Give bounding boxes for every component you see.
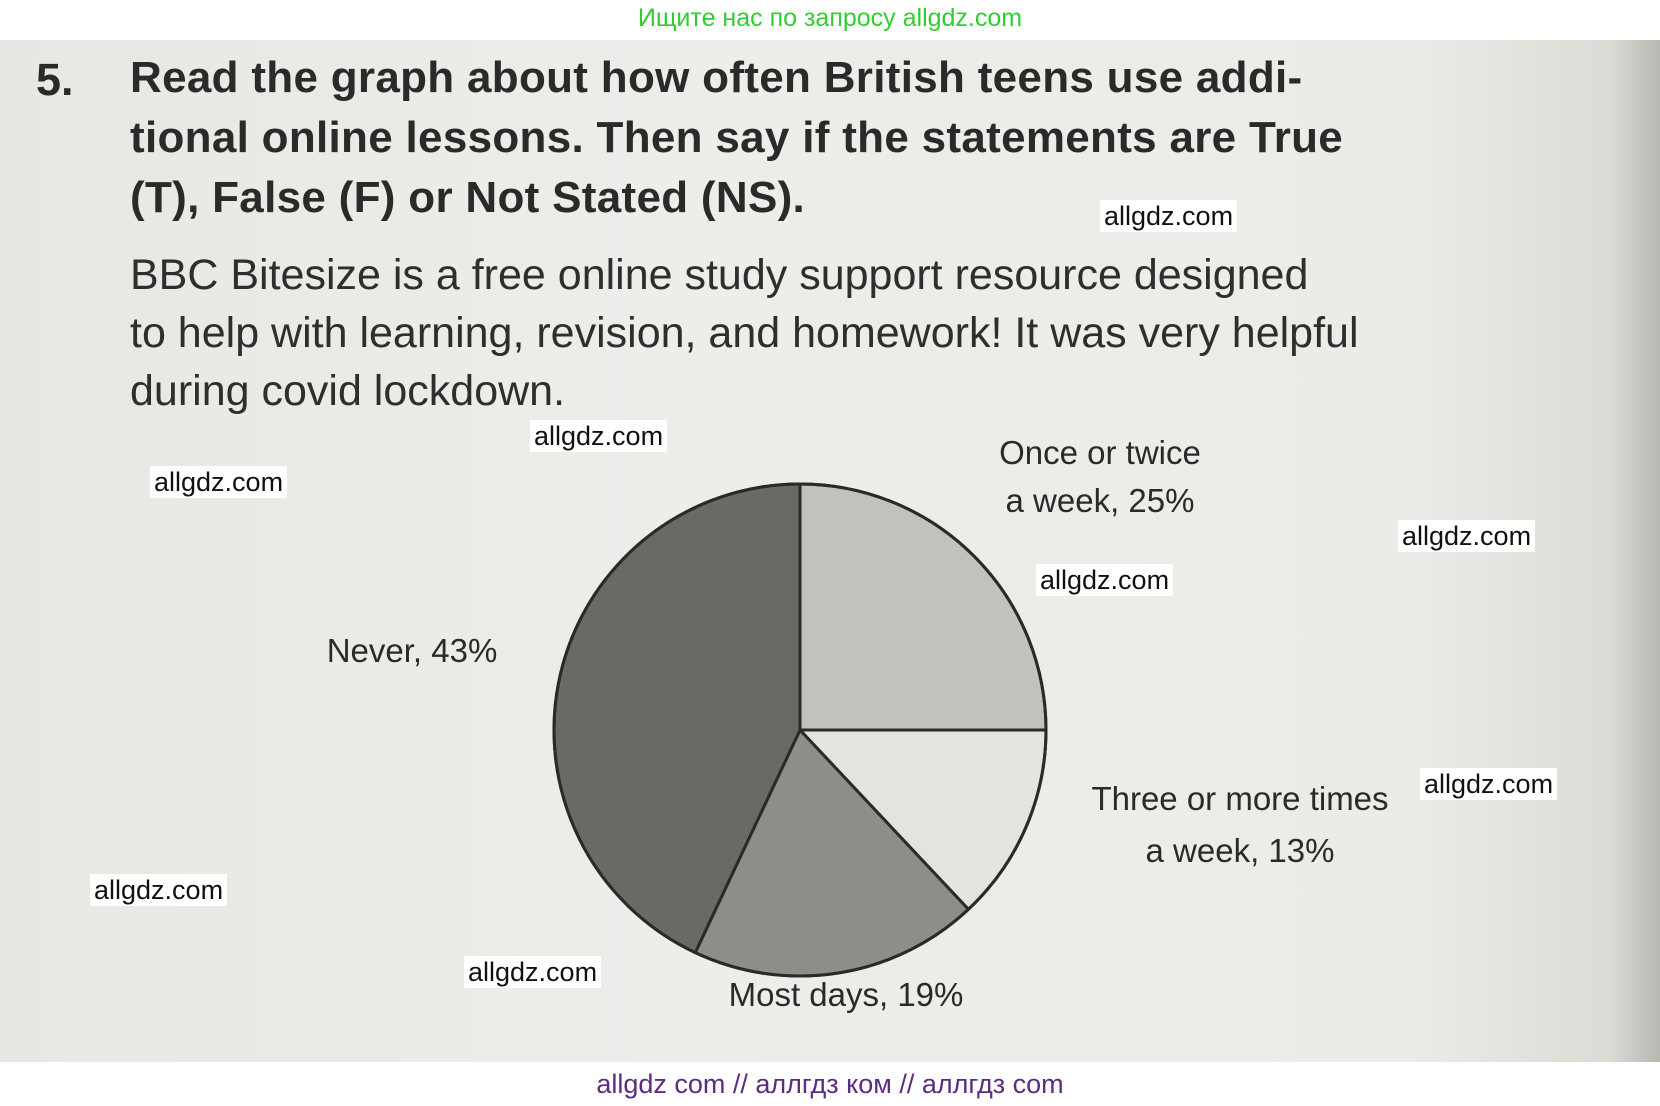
textbook-page xyxy=(0,40,1660,1062)
intro-line: during covid lockdown. xyxy=(130,367,566,415)
intro-line: to help with learning, revision, and homework! It was very helpful xyxy=(130,309,1359,357)
heading-line: (T), False (F) or Not Stated (NS). xyxy=(130,173,806,222)
watermark: allgdz.com xyxy=(1420,768,1557,800)
bottom-banner: allgdz com // аллгдз ком // аллгдз com xyxy=(0,1062,1660,1106)
watermark: allgdz.com xyxy=(150,466,287,498)
exercise-number: 5. xyxy=(36,54,74,105)
pie-slice xyxy=(800,484,1046,730)
pie-slice-label: Most days, 19% xyxy=(728,976,964,1013)
pie-slice-label: Once or twice a week, 25% xyxy=(999,434,1201,519)
watermark: allgdz.com xyxy=(530,420,667,452)
top-banner: Ищите нас по запросу allgdz.com xyxy=(0,0,1660,40)
watermark: allgdz.com xyxy=(464,956,601,988)
pie-slice-label: Three or more times a week, 13% xyxy=(1091,780,1389,869)
watermark: allgdz.com xyxy=(1100,200,1237,232)
intro-line: BBC Bitesize is a free online study support resource designed xyxy=(130,251,1309,299)
heading-line: Read the graph about how often British teens use addi- xyxy=(130,53,1303,102)
pie-slice-label: Never, 43% xyxy=(326,632,498,669)
watermark: allgdz.com xyxy=(1036,564,1173,596)
watermark: allgdz.com xyxy=(1398,520,1535,552)
watermark: allgdz.com xyxy=(90,874,227,906)
heading-line: tional online lessons. Then say if the statements are True xyxy=(130,113,1344,162)
